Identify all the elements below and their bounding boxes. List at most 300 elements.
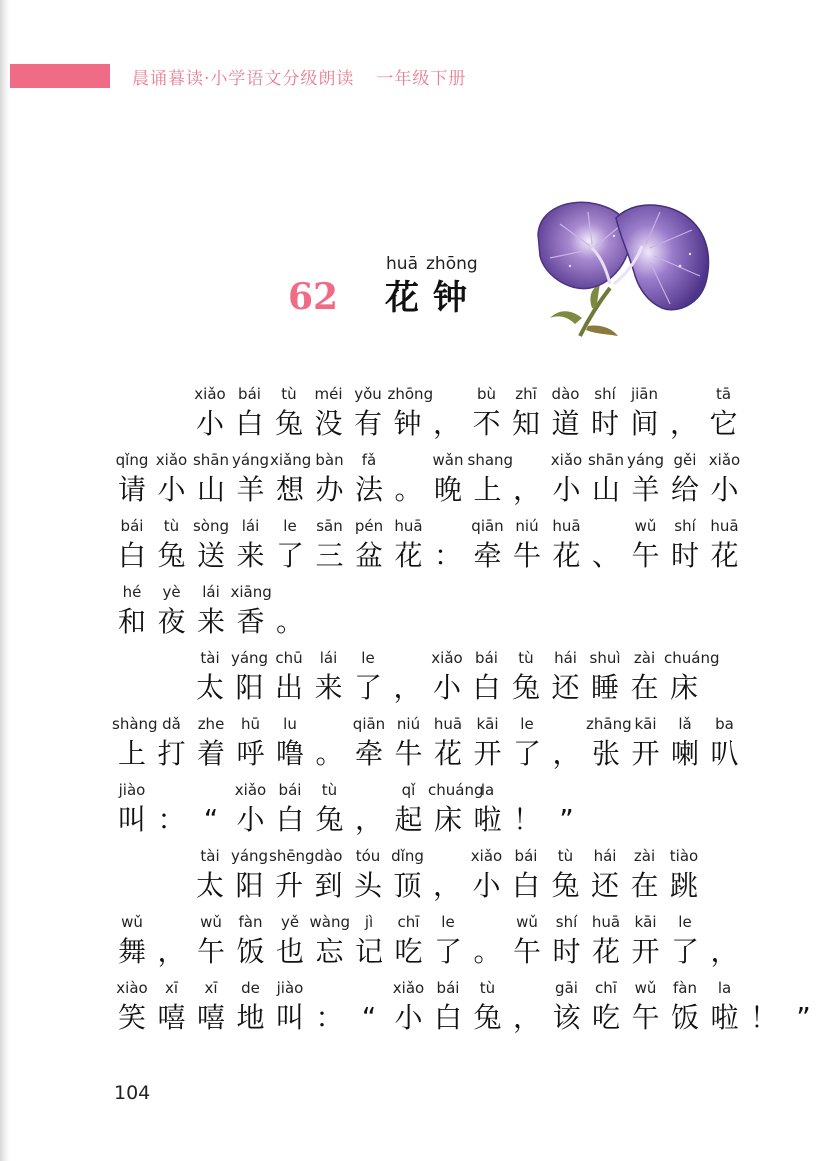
hanzi: 床	[433, 803, 462, 836]
hanzi: 。	[394, 473, 423, 506]
character-unit	[705, 450, 745, 510]
hanzi: 和	[117, 605, 146, 638]
pinyin: le	[678, 913, 692, 931]
hanzi: 牵	[354, 737, 383, 770]
character-unit	[349, 450, 389, 510]
punctuation	[310, 978, 350, 1038]
character-unit	[152, 516, 192, 576]
character-unit	[467, 450, 514, 510]
hanzi: 小	[157, 473, 186, 506]
hanzi: 兔	[551, 869, 580, 902]
pinyin	[468, 912, 508, 932]
character-unit	[191, 912, 231, 972]
hanzi: 香	[236, 605, 265, 638]
character-unit	[231, 450, 271, 510]
character-unit	[191, 582, 231, 642]
pinyin: shàng	[112, 715, 158, 733]
character-unit	[310, 450, 350, 510]
pinyin: shí	[674, 517, 696, 535]
hanzi: ，	[552, 737, 581, 770]
character-unit	[586, 912, 626, 972]
pinyin: dào	[314, 847, 343, 865]
character-unit	[585, 648, 625, 708]
character-unit	[467, 846, 507, 906]
character-unit	[665, 450, 705, 510]
character-unit	[626, 714, 666, 774]
character-unit	[310, 516, 350, 576]
pinyin	[270, 582, 310, 602]
character-unit	[270, 450, 310, 510]
character-unit	[112, 714, 158, 774]
hanzi: 开	[631, 935, 660, 968]
pinyin: yě	[280, 913, 300, 931]
pinyin	[547, 714, 587, 734]
character-unit	[230, 846, 270, 906]
hanzi: ，	[354, 803, 383, 836]
pinyin	[388, 648, 428, 668]
character-unit	[389, 912, 429, 972]
character-unit	[428, 978, 468, 1038]
character-unit	[152, 450, 192, 510]
lesson-title	[378, 252, 478, 320]
character-unit	[231, 780, 271, 840]
hanzi: 。	[275, 605, 304, 638]
pinyin: kāi	[634, 913, 657, 931]
pinyin: tù	[321, 781, 338, 799]
text-line	[0, 780, 800, 842]
pinyin	[705, 912, 745, 932]
pinyin: tóu	[355, 847, 381, 865]
pinyin: wǎn	[432, 451, 464, 469]
pinyin: qǐ	[401, 781, 416, 799]
pinyin: shān	[587, 451, 625, 469]
punctuation	[427, 846, 467, 906]
pinyin: kāi	[634, 715, 657, 733]
title-pinyin: huā	[386, 254, 418, 274]
title-hanzi: 钟	[433, 278, 467, 318]
hanzi: 兔	[274, 407, 303, 440]
character-unit	[547, 912, 587, 972]
hanzi: 笑	[117, 1001, 146, 1034]
pinyin: yǒu	[354, 385, 382, 403]
character-unit	[467, 384, 507, 444]
hanzi: 也	[275, 935, 304, 968]
hanzi: 不	[472, 407, 501, 440]
pinyin: xī	[204, 979, 218, 997]
pinyin: jì	[364, 913, 374, 931]
hanzi: 花	[433, 737, 462, 770]
hanzi: 开	[631, 737, 660, 770]
punctuation	[310, 714, 350, 774]
pinyin: gěi	[673, 451, 697, 469]
pinyin	[664, 384, 704, 404]
hanzi: 兔	[315, 803, 344, 836]
character-unit	[467, 648, 507, 708]
pinyin: niú	[396, 715, 421, 733]
pinyin: wǔ	[121, 913, 143, 931]
hanzi: ”	[796, 1001, 811, 1034]
title-character	[426, 252, 478, 320]
hanzi: 间	[630, 407, 659, 440]
hanzi: 起	[394, 803, 423, 836]
hanzi: ，	[512, 473, 541, 506]
lesson-number: 62	[288, 276, 339, 318]
pinyin	[507, 780, 547, 800]
hanzi: 了	[670, 935, 699, 968]
hanzi: ，	[393, 671, 422, 704]
punctuation	[152, 780, 192, 840]
pinyin: zhāng	[586, 715, 632, 733]
hanzi: 想	[275, 473, 304, 506]
hanzi: 午	[512, 935, 541, 968]
pinyin: hái	[554, 649, 577, 667]
pinyin: le	[520, 715, 534, 733]
character-unit	[389, 978, 429, 1038]
pinyin: bái	[475, 649, 498, 667]
pinyin: huā	[394, 517, 423, 535]
punctuation	[468, 912, 508, 972]
pinyin: tù	[163, 517, 180, 535]
hanzi: ，	[710, 935, 739, 968]
hanzi: ！	[512, 803, 541, 836]
hanzi: 白	[433, 1001, 462, 1034]
character-unit	[427, 648, 467, 708]
hanzi: 晚	[433, 473, 462, 506]
hanzi: 小	[552, 473, 581, 506]
punctuation	[388, 648, 428, 708]
hanzi: 小	[195, 407, 224, 440]
pinyin: huā	[552, 517, 581, 535]
pinyin: pén	[354, 517, 384, 535]
punctuation	[349, 780, 389, 840]
character-unit	[231, 912, 271, 972]
character-unit	[389, 516, 429, 576]
hanzi: ，	[669, 407, 698, 440]
character-unit	[664, 648, 720, 708]
character-unit	[112, 978, 152, 1038]
pinyin: yè	[162, 583, 181, 601]
hanzi: 到	[314, 869, 343, 902]
pinyin	[427, 846, 467, 866]
hanzi: 饭	[236, 935, 265, 968]
character-unit	[428, 912, 468, 972]
character-unit	[190, 648, 230, 708]
hanzi: 了	[275, 539, 304, 572]
text-line	[0, 516, 800, 578]
character-unit	[468, 714, 508, 774]
character-unit	[387, 384, 434, 444]
pinyin: dào	[551, 385, 580, 403]
character-unit	[270, 912, 310, 972]
pinyin	[507, 450, 547, 470]
pinyin	[507, 978, 547, 998]
hanzi: 花	[710, 539, 739, 572]
character-unit	[310, 780, 350, 840]
character-unit	[152, 582, 192, 642]
pinyin: fàn	[673, 979, 697, 997]
hanzi: 法	[354, 473, 383, 506]
title-pinyin: zhōng	[426, 254, 478, 274]
character-unit	[468, 978, 508, 1038]
hanzi: 午	[631, 1001, 660, 1034]
pinyin	[152, 780, 192, 800]
hanzi: 来	[314, 671, 343, 704]
pinyin	[428, 516, 468, 536]
pinyin: huā	[710, 517, 739, 535]
pinyin: shí	[594, 385, 616, 403]
hanzi: 道	[551, 407, 580, 440]
character-unit	[626, 912, 666, 972]
character-unit	[507, 516, 547, 576]
pinyin: xiāng	[230, 583, 272, 601]
punctuation	[270, 582, 310, 642]
hanzi: ！	[749, 1001, 778, 1034]
hanzi: 小	[472, 869, 501, 902]
punctuation	[191, 780, 231, 840]
character-unit	[428, 450, 468, 510]
character-unit	[625, 648, 665, 708]
pinyin: fǎ	[361, 451, 377, 469]
pinyin: xiǎng	[270, 451, 312, 469]
character-unit	[625, 384, 665, 444]
character-unit	[191, 516, 231, 576]
hanzi: 小	[710, 473, 739, 506]
pinyin: wǔ	[200, 913, 222, 931]
hanzi: 阳	[235, 671, 264, 704]
hanzi: ：	[315, 1001, 344, 1034]
hanzi: 头	[353, 869, 382, 902]
pinyin: xiǎo	[550, 451, 583, 469]
pinyin: yáng	[230, 847, 269, 865]
pinyin: shí	[555, 913, 578, 931]
hanzi: “	[203, 803, 219, 836]
pinyin: lái	[202, 583, 220, 601]
pinyin: le	[441, 913, 455, 931]
pinyin: dǐng	[391, 847, 424, 865]
pinyin	[310, 714, 350, 734]
character-unit	[585, 384, 625, 444]
hanzi: 叫	[275, 1001, 304, 1034]
pinyin	[744, 978, 784, 998]
character-unit	[546, 846, 586, 906]
pinyin: huā	[591, 913, 621, 931]
grade-label: 一年级下册	[376, 69, 467, 89]
character-unit	[389, 714, 429, 774]
pinyin: xiǎo	[708, 451, 741, 469]
pinyin: zhōng	[387, 385, 434, 403]
pinyin: fàn	[238, 913, 263, 931]
character-unit	[626, 516, 666, 576]
pinyin: xiǎo	[431, 649, 463, 667]
hanzi: 啦	[710, 1001, 739, 1034]
pinyin: yáng	[230, 649, 269, 667]
hanzi: 了	[512, 737, 541, 770]
text-line	[0, 582, 800, 644]
pinyin: jiān	[630, 385, 659, 403]
pinyin: chū	[275, 649, 303, 667]
hanzi: 送	[196, 539, 225, 572]
pinyin: gāi	[555, 979, 578, 997]
character-unit	[506, 846, 546, 906]
pinyin: jiào	[118, 781, 146, 799]
hanzi: 忘	[315, 935, 344, 968]
pinyin: xiǎo	[392, 979, 425, 997]
hanzi: 。	[315, 737, 344, 770]
hanzi: ”	[559, 803, 574, 836]
character-unit	[388, 846, 428, 906]
character-unit	[705, 516, 745, 576]
hanzi: 吃	[591, 1001, 620, 1034]
hanzi: 它	[709, 407, 738, 440]
hanzi: 吃	[394, 935, 423, 968]
pinyin: shang	[467, 451, 514, 469]
character-unit	[190, 384, 230, 444]
pinyin: sòng	[192, 517, 230, 535]
pinyin	[152, 912, 192, 932]
character-unit	[665, 714, 705, 774]
hanzi: 三	[315, 539, 344, 572]
hanzi: 来	[196, 605, 225, 638]
punctuation	[152, 912, 192, 972]
hanzi: 羊	[631, 473, 660, 506]
character-unit	[389, 780, 429, 840]
character-unit	[230, 648, 270, 708]
character-unit	[152, 714, 192, 774]
hanzi: 夜	[157, 605, 186, 638]
text-line	[0, 648, 800, 710]
hanzi: 白	[511, 869, 540, 902]
hanzi: 来	[236, 539, 265, 572]
hanzi: 着	[196, 737, 225, 770]
hanzi: ：	[157, 803, 186, 836]
hanzi: 叫	[117, 803, 146, 836]
punctuation	[507, 780, 547, 840]
character-unit	[428, 714, 468, 774]
pinyin: zhe	[197, 715, 225, 733]
pinyin: bái	[514, 847, 538, 865]
pinyin: wǔ	[634, 979, 657, 997]
hanzi: ，	[432, 869, 461, 902]
character-unit	[348, 846, 388, 906]
punctuation	[705, 912, 745, 972]
character-unit	[270, 516, 310, 576]
character-unit	[231, 516, 271, 576]
character-unit	[231, 978, 271, 1038]
character-unit	[191, 714, 231, 774]
pinyin: kāi	[476, 715, 499, 733]
hanzi: 兔	[473, 1001, 502, 1034]
pinyin: chuáng	[664, 649, 720, 667]
text-line	[0, 450, 800, 512]
hanzi: 兔	[157, 539, 186, 572]
hanzi: 在	[630, 671, 659, 704]
hanzi: ，	[157, 935, 186, 968]
pinyin: shēng	[269, 847, 315, 865]
hanzi: 盆	[354, 539, 383, 572]
hanzi: 太	[195, 869, 224, 902]
text-line	[0, 912, 800, 974]
hanzi: 白	[275, 803, 304, 836]
hanzi: 跳	[669, 869, 698, 902]
punctuation	[664, 384, 704, 444]
pinyin: hé	[122, 583, 142, 601]
character-unit	[349, 516, 389, 576]
pinyin: de	[241, 979, 260, 997]
pinyin: qiān	[471, 517, 504, 535]
pinyin: lái	[241, 517, 260, 535]
text-line	[0, 978, 811, 1040]
hanzi: 午	[196, 935, 225, 968]
pinyin: la	[717, 979, 732, 997]
pinyin: bàn	[315, 451, 344, 469]
hanzi: 舞	[117, 935, 146, 968]
punctuation	[586, 516, 626, 576]
character-unit	[468, 516, 508, 576]
pinyin: bái	[120, 517, 144, 535]
character-unit	[349, 912, 389, 972]
hanzi: 时	[590, 407, 619, 440]
punctuation	[507, 978, 547, 1038]
pinyin: wǔ	[634, 517, 657, 535]
pinyin: lǎ	[678, 715, 692, 733]
character-unit	[112, 582, 152, 642]
pinyin	[389, 450, 429, 470]
character-unit	[705, 978, 745, 1038]
hanzi: 啦	[473, 803, 502, 836]
character-unit	[547, 978, 587, 1038]
pinyin: zài	[633, 847, 656, 865]
character-unit	[506, 384, 546, 444]
hanzi: 、	[591, 539, 620, 572]
hanzi: ，	[432, 407, 461, 440]
pinyin: shuì	[589, 649, 621, 667]
hanzi: 没	[314, 407, 343, 440]
pinyin: yáng	[231, 451, 270, 469]
pinyin: le	[283, 517, 297, 535]
punctuation	[507, 450, 547, 510]
punctuation	[744, 978, 784, 1038]
hanzi: 升	[274, 869, 303, 902]
character-unit	[705, 714, 745, 774]
hanzi: 有	[353, 407, 382, 440]
character-unit	[269, 648, 309, 708]
character-unit	[309, 384, 349, 444]
pinyin: hū	[240, 715, 260, 733]
pinyin: lu	[283, 715, 297, 733]
hanzi: 了	[353, 671, 382, 704]
hanzi: 白	[472, 671, 501, 704]
hanzi: 牛	[512, 539, 541, 572]
pinyin: tiào	[669, 847, 699, 865]
character-unit	[547, 516, 587, 576]
hanzi: 钟	[393, 407, 422, 440]
pinyin: tù	[518, 649, 534, 667]
pinyin: wàng	[309, 913, 350, 931]
character-unit	[269, 384, 309, 444]
pinyin	[349, 780, 389, 800]
punctuation	[428, 516, 468, 576]
hanzi: 顶	[393, 869, 422, 902]
hanzi: 午	[631, 539, 660, 572]
pinyin: tài	[200, 847, 220, 865]
hanzi: 知	[511, 407, 540, 440]
pinyin: chī	[397, 913, 420, 931]
pinyin: tù	[479, 979, 496, 997]
hanzi: 山	[591, 473, 620, 506]
hanzi: 饭	[670, 1001, 699, 1034]
character-unit	[665, 978, 705, 1038]
running-header	[132, 64, 466, 89]
